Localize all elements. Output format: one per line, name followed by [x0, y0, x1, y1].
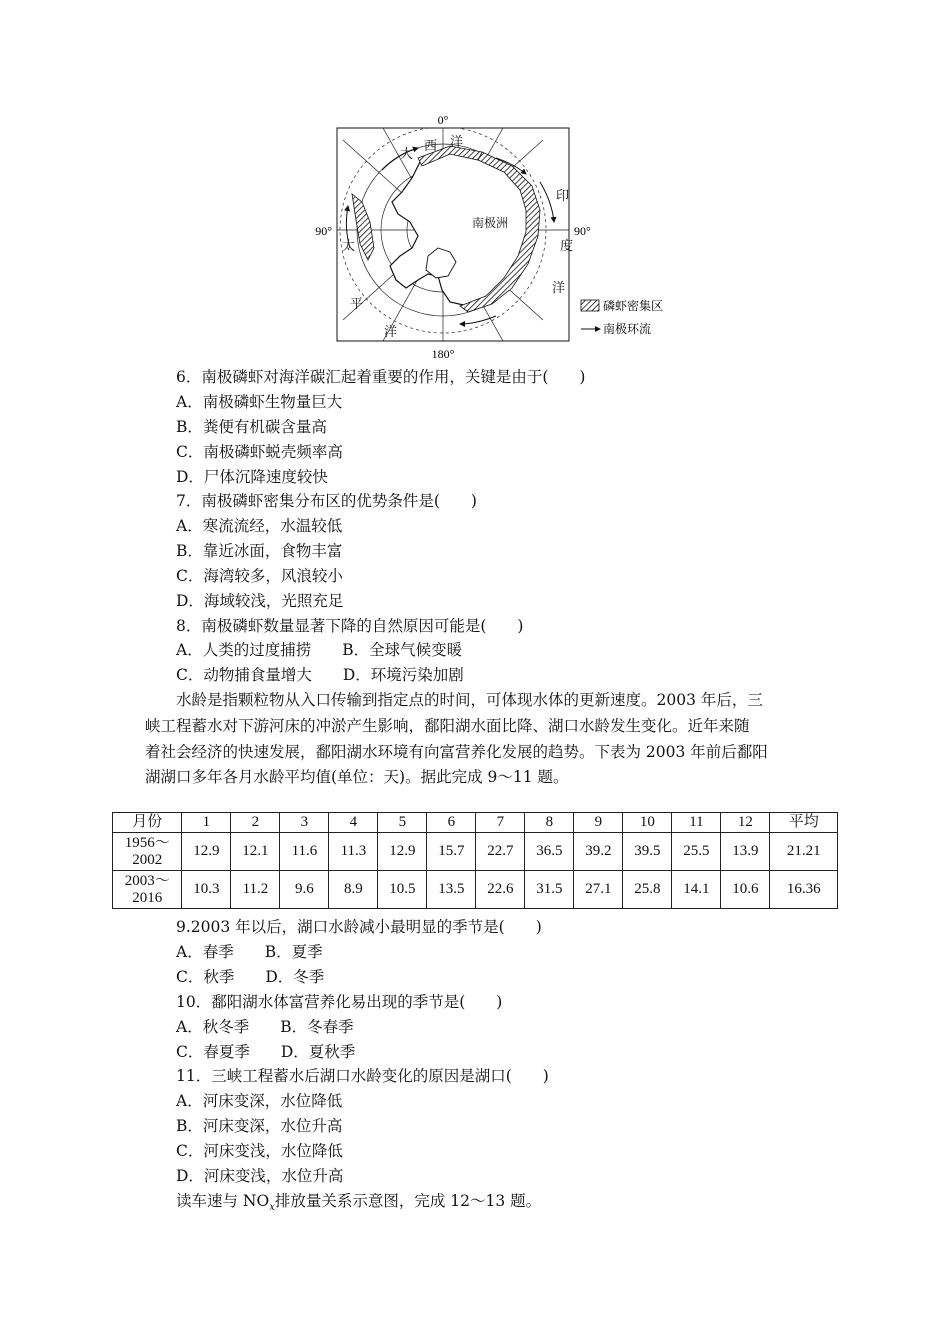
antarctica-label: 南极洲 — [472, 216, 509, 230]
header-cell: 10 — [623, 813, 672, 833]
table-cell: 39.5 — [623, 833, 672, 871]
intro-subscript: x — [269, 1202, 275, 1214]
legend-krill-swatch — [581, 300, 599, 311]
label-90-left: 90° — [315, 224, 332, 238]
table-header-row — [113, 813, 838, 833]
table-cell: 22.7 — [476, 833, 525, 871]
passage-line-4: 湖湖口多年各月水龄平均值(单位：天)。据此完成 9～11 题。 — [145, 768, 569, 786]
indian-char-1: 印 — [556, 189, 570, 204]
atlantic-char-3: 洋 — [450, 135, 464, 150]
atlantic-char-2: 西 — [424, 139, 438, 154]
next-section-intro — [176, 1191, 541, 1218]
table-cell: 12.9 — [378, 833, 427, 871]
table-cell: 8.9 — [329, 871, 378, 909]
table-cell: 9.6 — [280, 871, 329, 909]
table-cell: 10.5 — [378, 871, 427, 909]
q6-option-c: C．南极磷虾蜕壳频率高 — [176, 443, 343, 461]
table-cell: 11.6 — [280, 833, 329, 871]
label-90-right: 90° — [574, 224, 591, 238]
q6-option-d: D．尸体沉降速度较快 — [176, 468, 328, 486]
table-cell: 14.1 — [672, 871, 721, 909]
pacific-char-3: 洋 — [384, 325, 398, 340]
label-0-deg: 0° — [437, 113, 449, 127]
q7-stem: 7．南极磷虾密集分布区的优势条件是( ) — [176, 492, 477, 510]
table-cell: 31.5 — [525, 871, 574, 909]
intro-text-pre: 读车速与 NO — [176, 1192, 270, 1210]
header-cell: 8 — [525, 813, 574, 833]
table-cell: 11.3 — [329, 833, 378, 871]
period-start: 2003～ — [124, 872, 170, 889]
indian-char-3: 洋 — [552, 281, 566, 296]
q9-options-ab: A．春季 B．夏季 — [176, 943, 323, 961]
q8-options-ab: A．人类的过度捕捞 B．全球气候变暖 — [176, 641, 463, 659]
table-cell: 13.9 — [721, 833, 770, 871]
legend-krill-label: 磷虾密集区 — [603, 299, 664, 313]
q11-stem: 11．三峡工程蓄水后湖口水龄变化的原因是湖口( ) — [176, 1067, 549, 1085]
q10-options-ab: A．秋冬季 B．冬春季 — [176, 1018, 354, 1036]
table-cell: 10.3 — [182, 871, 231, 909]
table-cell: 12.1 — [231, 833, 280, 871]
period-cell — [113, 871, 182, 909]
passage-line-3: 着社会经济的快速发展，鄱阳湖水环境有向富营养化发展的趋势。下表为 2003 年前后鄱阳 — [145, 743, 768, 761]
q8-stem: 8．南极磷虾数量显著下降的自然原因可能是( ) — [176, 617, 524, 635]
indian-char-2: 度 — [560, 239, 574, 254]
q9-stem: 9.2003 年以后，湖口水龄减小最明显的季节是( ) — [176, 918, 542, 936]
legend-current-label: 南极环流 — [603, 322, 652, 336]
period-start: 1956～ — [124, 834, 170, 851]
table-cell: 22.6 — [476, 871, 525, 909]
table-cell: 11.2 — [231, 871, 280, 909]
header-cell: 2 — [231, 813, 280, 833]
pacific-char-2: 平 — [350, 297, 364, 312]
q10-stem: 10．鄱阳湖水体富营养化易出现的季节是( ) — [176, 993, 503, 1011]
antarctic-krill-map — [300, 110, 680, 365]
header-cell: 7 — [476, 813, 525, 833]
table-cell: 15.7 — [427, 833, 476, 871]
q11-option-c: C．河床变浅，水位降低 — [176, 1142, 343, 1160]
header-cell: 12 — [721, 813, 770, 833]
header-cell-month: 月份 — [113, 813, 182, 833]
period-end: 2016 — [132, 889, 163, 906]
period-end: 2002 — [132, 851, 163, 868]
table-cell: 25.8 — [623, 871, 672, 909]
passage-line-1: 水龄是指颗粒物从入口传输到指定点的时间，可体现水体的更新速度。2003 年后，三 — [176, 691, 763, 709]
header-cell-average: 平均 — [770, 813, 838, 833]
header-cell: 1 — [182, 813, 231, 833]
header-cell: 3 — [280, 813, 329, 833]
q9-options-cd: C．秋季 D．冬季 — [176, 968, 325, 986]
period-cell — [113, 833, 182, 871]
q7-option-a: A．寒流流经，水温较低 — [176, 517, 343, 535]
intro-text-post: 排放量关系示意图，完成 12～13 题。 — [274, 1192, 542, 1210]
q8-options-cd: C．动物捕食量增大 D．环境污染加剧 — [176, 666, 464, 684]
pacific-char-1: 太 — [342, 239, 356, 254]
header-cell: 4 — [329, 813, 378, 833]
table-cell: 12.9 — [182, 833, 231, 871]
q6-option-b: B．粪便有机碳含量高 — [176, 418, 327, 436]
table-cell: 36.5 — [525, 833, 574, 871]
atlantic-char-1: 大 — [400, 147, 414, 162]
header-cell: 11 — [672, 813, 721, 833]
q11-option-b: B．河床变深，水位升高 — [176, 1117, 343, 1135]
header-cell: 9 — [574, 813, 623, 833]
q11-option-a: A．河床变深，水位降低 — [176, 1092, 343, 1110]
label-180-deg: 180° — [431, 347, 455, 361]
header-cell: 6 — [427, 813, 476, 833]
q7-option-b: B．靠近冰面，食物丰富 — [176, 542, 343, 560]
q6-stem: 6．南极磷虾对海洋碳汇起着重要的作用，关键是由于( ) — [176, 368, 586, 386]
header-cell: 5 — [378, 813, 427, 833]
table-cell: 39.2 — [574, 833, 623, 871]
table-row — [113, 833, 838, 871]
water-age-table — [112, 812, 838, 909]
q10-options-cd: C．春夏季 D．夏秋季 — [176, 1043, 356, 1061]
q11-option-d: D．河床变浅，水位升高 — [176, 1167, 344, 1185]
table-cell-average: 16.36 — [770, 871, 838, 909]
table-row — [113, 871, 838, 909]
q7-option-d: D．海域较浅，光照充足 — [176, 592, 344, 610]
passage-line-2: 峡工程蓄水对下游河床的冲淤产生影响，鄱阳湖水面比降、湖口水龄发生变化。近年来随 — [145, 717, 750, 735]
table-cell: 25.5 — [672, 833, 721, 871]
q6-option-a: A．南极磷虾生物量巨大 — [176, 393, 343, 411]
table-cell: 10.6 — [721, 871, 770, 909]
table-cell: 13.5 — [427, 871, 476, 909]
table-cell-average: 21.21 — [770, 833, 838, 871]
table-cell: 27.1 — [574, 871, 623, 909]
q7-option-c: C．海湾较多，风浪较小 — [176, 567, 343, 585]
